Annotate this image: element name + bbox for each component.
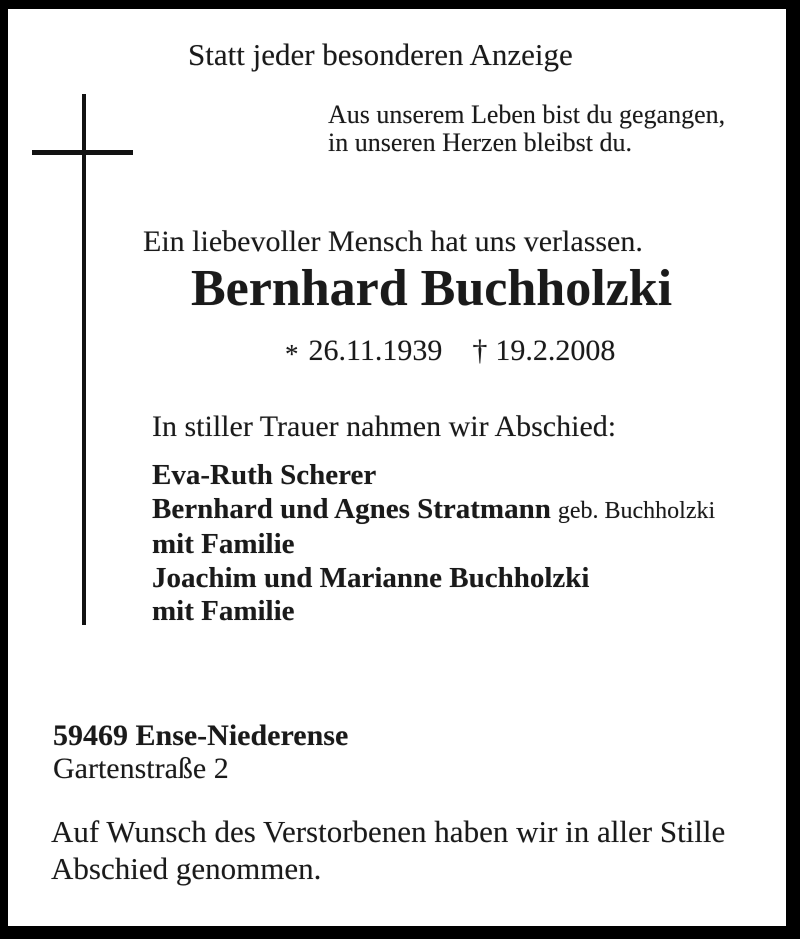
intro-text: Ein liebevoller Mensch hat uns verlassen. xyxy=(143,225,643,258)
closing-line-2: Abschied genommen. xyxy=(51,851,322,886)
address-block xyxy=(53,719,348,785)
cross-horizontal-bar xyxy=(32,150,133,155)
mourner-line xyxy=(152,493,715,529)
epigraph-line-2: in unseren Herzen bleibst du. xyxy=(328,128,632,157)
mourner-line xyxy=(152,562,715,596)
deceased-name: Bernhard Buchholzki xyxy=(191,260,673,317)
mourner-name: Eva-Ruth Scherer xyxy=(152,459,377,491)
mourners-list xyxy=(152,459,715,629)
mourner-line xyxy=(152,595,715,629)
death-dagger-icon: † xyxy=(472,334,488,367)
mourner-name: mit Familie xyxy=(152,528,295,560)
death-date: 19.2.2008 xyxy=(495,334,616,367)
epigraph xyxy=(328,101,725,157)
street-address-line: Gartenstraße 2 xyxy=(53,752,229,785)
birth-star-icon: * xyxy=(285,339,299,369)
birth-date: 26.11.1939 xyxy=(308,334,443,367)
closing-text xyxy=(51,813,725,887)
cross-vertical-bar xyxy=(82,94,86,625)
mourner-name: Joachim und Marianne Buchholzki xyxy=(152,561,590,594)
closing-line-1: Auf Wunsch des Verstorbenen haben wir in aller Stille xyxy=(51,814,726,849)
mourner-line xyxy=(152,459,715,493)
pre-header-text: Statt jeder besonderen Anzeige xyxy=(188,37,573,72)
postal-address-line: 59469 Ense-Niederense xyxy=(53,719,349,752)
mourner-name: mit Familie xyxy=(152,595,295,627)
mourner-name-suffix: geb. Buchholzki xyxy=(557,497,716,524)
memorial-cross-icon xyxy=(32,94,133,626)
epigraph-line-1: Aus unserem Leben bist du gegangen, xyxy=(328,100,726,129)
life-dates xyxy=(285,334,615,367)
mourner-name: Bernhard und Agnes Stratmann xyxy=(152,492,551,525)
mourner-line xyxy=(152,528,715,562)
farewell-intro-text: In stiller Trauer nahmen wir Abschied: xyxy=(152,410,617,443)
